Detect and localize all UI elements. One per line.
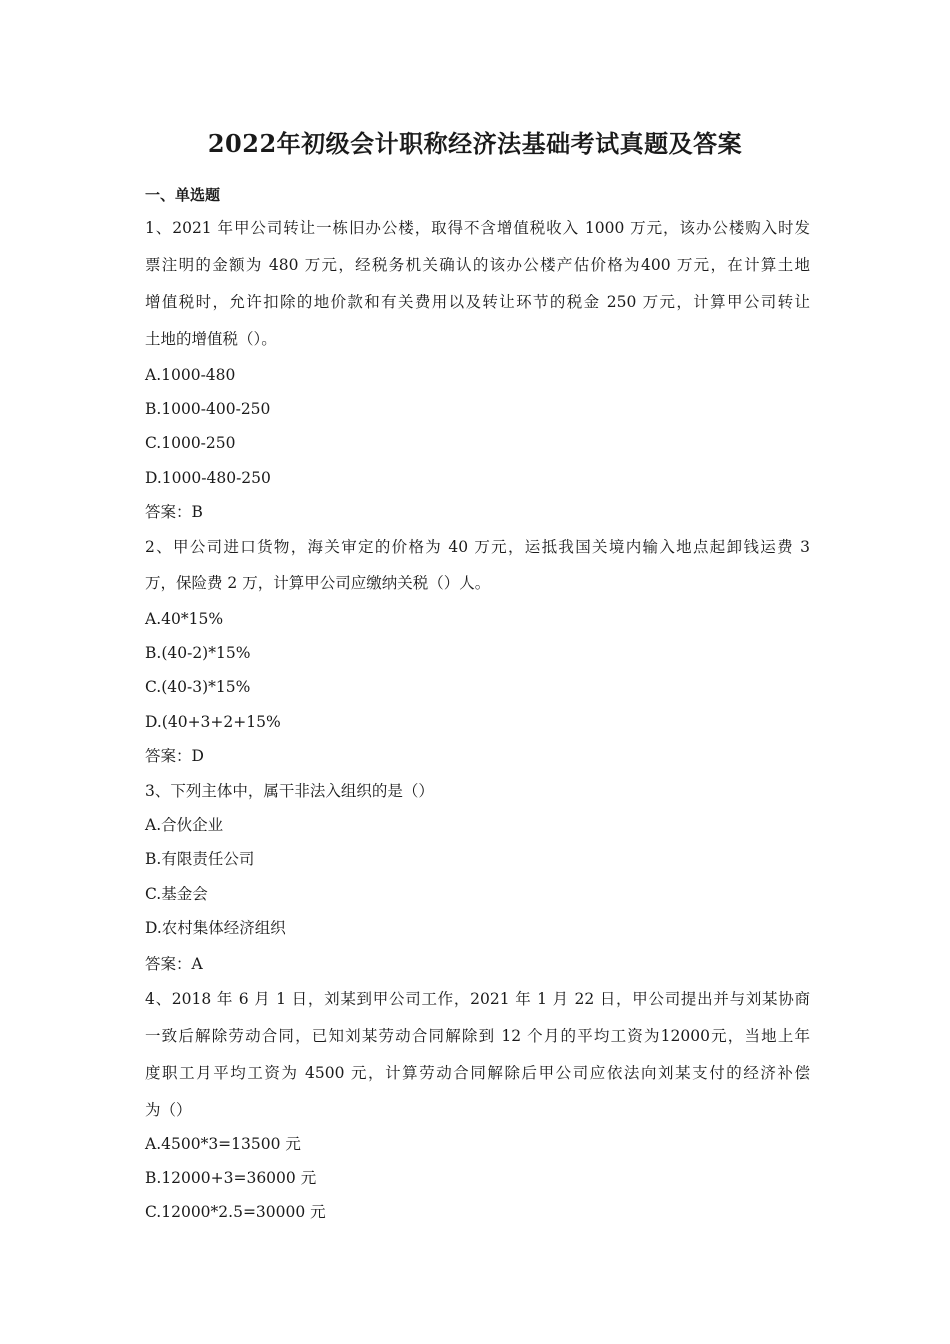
question-4-stem-line: 为（） [145, 1101, 192, 1119]
question-1-stem-line: 票注明的金额为 480 万元，经税务机关确认的该办公楼产估价格为400 万元，在计算土地 [145, 256, 810, 274]
question-2-stem-line: 万，保险费 2 万，计算甲公司应缴纳关税（）人。 [145, 574, 491, 592]
question-4-option-a: A.4500*3=13500 元 [145, 1135, 301, 1153]
question-1-option-a: A.1000-480 [145, 366, 236, 384]
question-1-option-c: C.1000-250 [145, 434, 236, 452]
question-4-option-b: B.12000+3=36000 元 [145, 1169, 317, 1187]
section-heading: 一、单选题 [145, 186, 221, 204]
question-3-option-c: C.基金会 [145, 885, 208, 903]
question-3-option-d: D.农村集体经济组织 [145, 919, 286, 937]
question-2-answer: 答案：D [145, 747, 204, 765]
question-2-option-d: D.(40+3+2+15% [145, 713, 281, 731]
question-1-option-d: D.1000-480-250 [145, 469, 271, 487]
question-4-option-c: C.12000*2.5=30000 元 [145, 1203, 326, 1221]
question-4-stem-line: 4、2018 年 6 月 1 日，刘某到甲公司工作，2021 年 1 月 22 日，甲公司提出并与刘某协商 [145, 990, 810, 1008]
question-1-stem-line: 土地的增值税（）。 [145, 330, 277, 348]
question-3-option-a: A.合伙企业 [145, 816, 224, 834]
document-title: 2022年初级会计职称经济法基础考试真题及答案 [207, 129, 743, 158]
question-1-answer: 答案：B [145, 503, 203, 521]
question-4-stem-line: 度职工月平均工资为 4500 元，计算劳动合同解除后甲公司应依法向刘某支付的经济补偿 [145, 1064, 810, 1082]
question-2-stem-line: 2、甲公司进口货物，海关审定的价格为 40 万元，运抵我国关境内输入地点起卸钱运费 3 [145, 538, 810, 556]
question-2-option-b: B.(40-2)*15% [145, 644, 251, 662]
question-1-stem-line: 1、2021 年甲公司转让一栋旧办公楼，取得不含增值税收入 1000 万元，该办公楼购入时发 [145, 219, 810, 237]
question-1-option-b: B.1000-400-250 [145, 400, 271, 418]
question-4-stem-line: 一致后解除劳动合同，已知刘某劳动合同解除到 12 个月的平均工资为12000元，当地上年 [145, 1027, 810, 1045]
question-3-answer: 答案：A [145, 955, 203, 973]
question-3-option-b: B.有限责任公司 [145, 850, 255, 868]
question-2-option-c: C.(40-3)*15% [145, 678, 251, 696]
question-2-option-a: A.40*15% [145, 610, 224, 628]
question-3-stem-line: 3、下列主体中，属干非法入组织的是（） [145, 782, 434, 800]
question-1-stem-line: 增值税时，允许扣除的地价款和有关费用以及转让环节的税金 250 万元，计算甲公司转让 [145, 293, 810, 311]
